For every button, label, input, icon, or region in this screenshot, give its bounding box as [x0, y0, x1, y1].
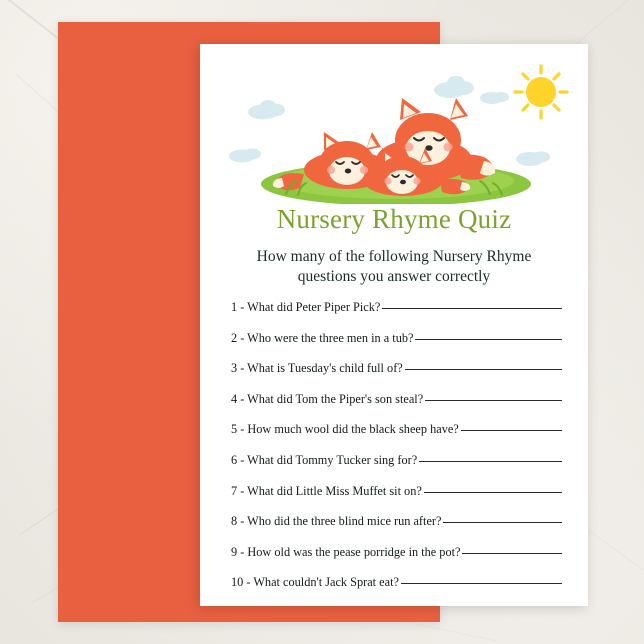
answer-blank-line[interactable]: [382, 299, 562, 309]
question-list: [231, 300, 562, 606]
page-title: Nursery Rhyme Quiz: [276, 204, 512, 234]
question-text: 9 - How old was the pease porridge in the pot?: [231, 544, 461, 559]
answer-blank-line[interactable]: [462, 544, 562, 554]
list-item: [231, 392, 562, 407]
answer-blank-line[interactable]: [401, 574, 562, 584]
subtitle-line-1: How many of the following Nursery Rhyme: [256, 248, 532, 265]
fox-illustration: [200, 44, 588, 204]
answer-blank-line[interactable]: [419, 452, 562, 462]
list-item: [231, 575, 562, 590]
question-text: 7 - What did Little Miss Muffet sit on?: [231, 483, 422, 498]
card-front-side: [200, 44, 588, 606]
question-text: 8 - Who did the three blind mice run after?: [231, 514, 442, 529]
answer-blank-line[interactable]: [405, 360, 562, 370]
list-item: [231, 453, 562, 468]
subtitle-line-2: questions you answer correctly: [297, 268, 491, 285]
list-item: [231, 484, 562, 499]
question-text: 10 - What couldn't Jack Sprat eat?: [231, 575, 399, 590]
sun-icon: [515, 66, 567, 118]
answer-blank-line[interactable]: [425, 391, 562, 401]
question-text: 2 - Who were the three men in a tub?: [231, 330, 414, 345]
question-text: 4 - What did Tom the Piper's son steal?: [231, 391, 424, 406]
list-item: [231, 545, 562, 560]
answer-blank-line[interactable]: [461, 421, 562, 431]
list-item: [231, 361, 562, 376]
answer-blank-line[interactable]: [415, 330, 562, 340]
question-text: 1 - What did Peter Piper Pick?: [231, 300, 381, 314]
question-text: 6 - What did Tommy Tucker sing for?: [231, 452, 418, 467]
answer-blank-line[interactable]: [424, 483, 562, 493]
page-subtitle: [226, 247, 562, 287]
answer-blank-line[interactable]: [443, 513, 562, 523]
list-item: [231, 331, 562, 346]
list-item: [231, 422, 562, 437]
list-item: [231, 514, 562, 529]
list-item: [231, 300, 562, 315]
question-text: 5 - How much wool did the black sheep have?: [231, 422, 459, 437]
question-text: 3 - What is Tuesday's child full of?: [231, 361, 403, 376]
